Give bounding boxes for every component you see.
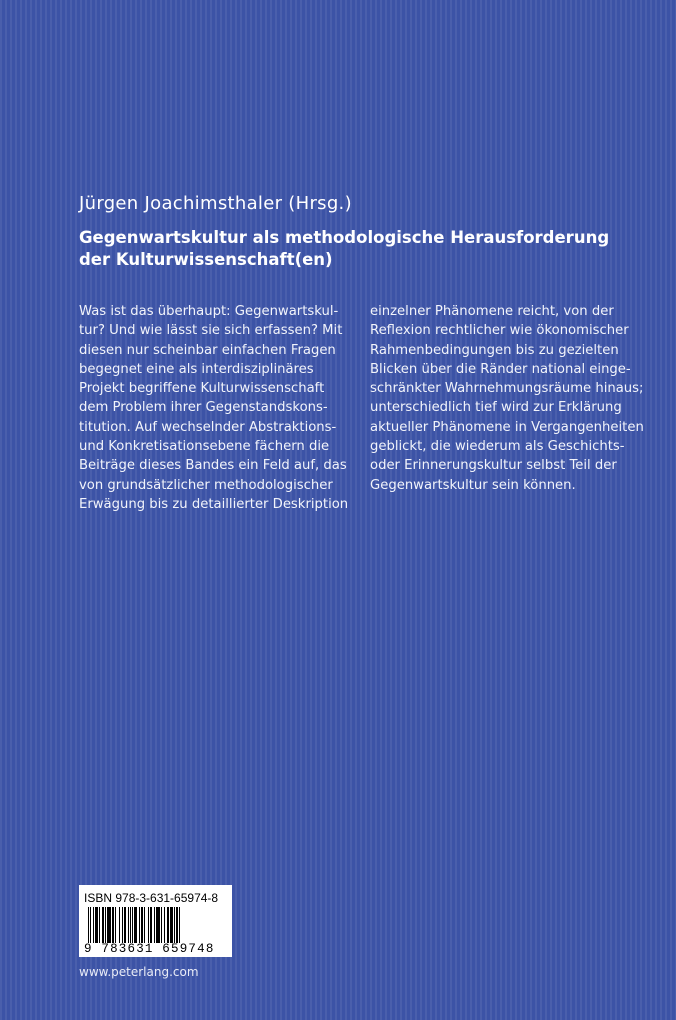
blurb-line: unterschiedlich tief wird zur Erklärung: [370, 400, 622, 416]
blurb-line: titution. Auf wechselnder Abstraktions-: [79, 419, 337, 435]
isbn-barcode: [79, 885, 232, 957]
blurb-line: Blicken über die Ränder national einge-: [370, 361, 631, 377]
blurb-line: begegnet eine als interdisziplinäres: [79, 361, 314, 377]
blurb-line: schränkter Wahrnehmungsräume hinaus;: [370, 381, 644, 397]
blurb-line: aktueller Phänomene in Vergangenheiten: [370, 419, 644, 435]
title-line: Gegenwartskultur als methodologische Herausforderung: [79, 228, 610, 247]
blurb-line: Projekt begriffene Kulturwissenschaft: [79, 381, 325, 397]
blurb-line: Erwägung bis zu detaillierter Deskription: [79, 496, 349, 512]
barcode-bars-icon: [84, 907, 228, 943]
book-title: [79, 227, 609, 271]
publisher-url[interactable]: www.peterlang.com: [79, 965, 199, 979]
blurb-line: von grundsätzlicher methodologischer: [79, 477, 333, 493]
blurb-line: geblickt, die wiederum als Geschichts-: [370, 439, 625, 455]
blurb-line: Was ist das überhaupt: Gegenwartskul-: [79, 304, 339, 319]
blurb-line: oder Erinnerungskultur selbst Teil der: [370, 458, 617, 474]
title-line: der Kulturwissenschaft(en): [79, 250, 333, 269]
blurb-line: Reflexion rechtlicher wie ökonomischer: [370, 323, 629, 339]
barcode-digits: 9 783631 659748: [84, 942, 215, 956]
blurb-line: und Konkretisationsebene fächern die: [79, 439, 330, 455]
blurb-line: einzelner Phänomene reicht, von der: [370, 304, 614, 319]
blurb-column-right: [370, 302, 644, 495]
blurb-line: Rahmenbedingungen bis zu gezielten: [370, 342, 619, 358]
blurb-line: tur? Und wie lässt sie sich erfassen? Mit: [79, 323, 343, 339]
blurb-line: diesen nur scheinbar einfachen Fragen: [79, 342, 336, 358]
blurb-column-left: [79, 302, 349, 514]
blurb-line: Gegenwartskultur sein können.: [370, 477, 576, 493]
isbn-number: ISBN 978-3-631-65974-8: [84, 891, 219, 905]
blurb-line: dem Problem ihrer Gegenstandskons-: [79, 400, 328, 416]
blurb-line: Beiträge dieses Bandes ein Feld auf, das: [79, 458, 347, 474]
editor-name: Jürgen Joachimsthaler (Hrsg.): [79, 193, 352, 214]
